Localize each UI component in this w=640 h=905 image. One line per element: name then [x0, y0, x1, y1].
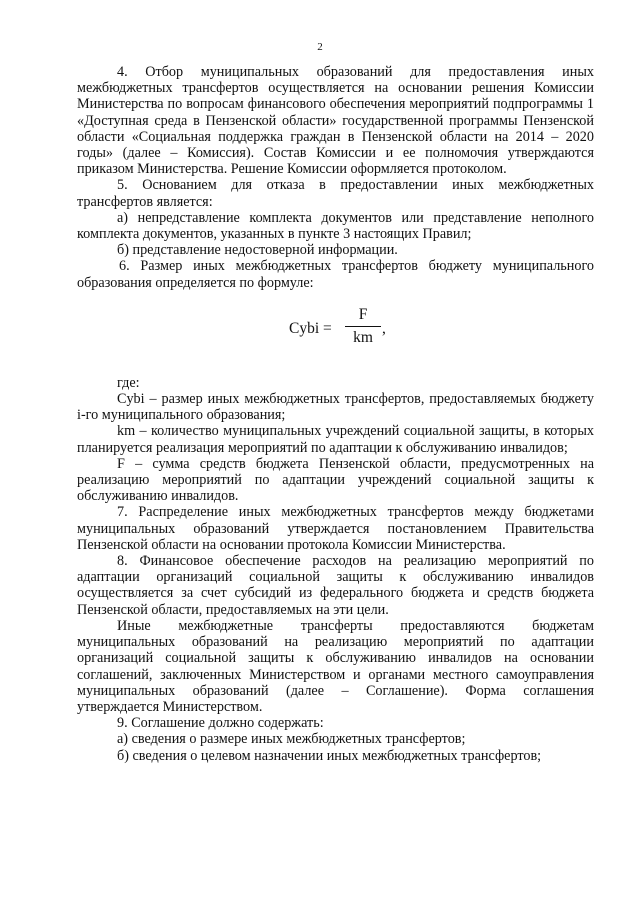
paragraph-5b: б) представление недостоверной информации. — [117, 242, 398, 259]
formula-comma: , — [382, 319, 386, 337]
definition-km: km – количество муниципальных учреждений социальной защиты, в которых планируется реализация мероприятий по адаптации к обслуживанию инвалидов; — [77, 423, 594, 456]
paragraph-5: 5. Основанием для отказа в предоставлении иных межбюджетных трансфертов является: — [77, 177, 594, 210]
paragraph-8b: Иные межбюджетные трансферты предоставляются бюджетам муниципальных образований на реализацию мероприятий по адаптации организаций социальной защиты к обслуживанию инвалидов на основании соглашений, заключенных Министерством и органами местного самоуправления муниципальных образований (далее – Соглашение). Форма соглашения утверждается Министерством. — [77, 617, 594, 715]
definition-f: F – сумма средств бюджета Пензенской области, предусмотренных на реализацию мероприятий по адаптации учреждений социальной защиты к обслуживанию инвалидов. — [77, 455, 594, 505]
paragraph-7: 7. Распределение иных межбюджетных трансфертов между бюджетами муниципальных образований утверждается постановлением Правительства Пензенской области на основании протокола Комиссии Министерства. — [77, 504, 594, 553]
document-body — [77, 64, 594, 764]
paragraph-9b: б) сведения о целевом назначении иных межбюджетных трансфертов; — [117, 747, 542, 764]
paragraph-6: 6. Размер иных межбюджетных трансфертов бюджету муниципального образования определяется по формуле: — [77, 258, 594, 291]
formula-fraction — [345, 305, 381, 348]
definition-cybi: Cybi – размер иных межбюджетных трансфертов, предоставляемых бюджету i-го муниципального образования; — [77, 391, 594, 424]
paragraph-4: 4. Отбор муниципальных образований для предоставления иных межбюджетных трансфертов осуществляется на основании решения Комиссии Министерства по вопросам финансового обеспечения мероприятий подпрограммы 1 «Доступная среда в Пензенской области» государственной программы Пензенской области «Социальная поддержка граждан в Пензенской области на 2014 – 2020 годы» (далее – Комиссия). Состав Комиссии и ее полномочия утверждаются приказом Министерства. Решение Комиссии оформляется протоколом. — [77, 64, 594, 178]
paragraph-5a: а) непредставление комплекта документов или представление неполного комплекта документов, указанных в пункте 3 настоящих Правил; — [77, 209, 594, 243]
page-number: 2 — [317, 41, 323, 53]
fraction-bar — [345, 326, 381, 327]
paragraph-8: 8. Финансовое обеспечение расходов на реализацию мероприятий по адаптации организаций социальной защиты к обслуживанию инвалидов осуществляется за счет субсидий из федерального бюджета и средств бюджета Пензенской области, предоставляемых на эти цели. — [77, 553, 594, 618]
formula-denominator: km — [353, 328, 373, 346]
formula — [77, 291, 594, 375]
formula-numerator: F — [358, 305, 368, 323]
paragraph-9a: а) сведения о размере иных межбюджетных трансфертов; — [117, 731, 466, 748]
where-label: где: — [117, 374, 140, 391]
formula-lhs: Cybi = — [289, 319, 332, 337]
paragraph-9: 9. Соглашение должно содержать: — [117, 715, 324, 732]
